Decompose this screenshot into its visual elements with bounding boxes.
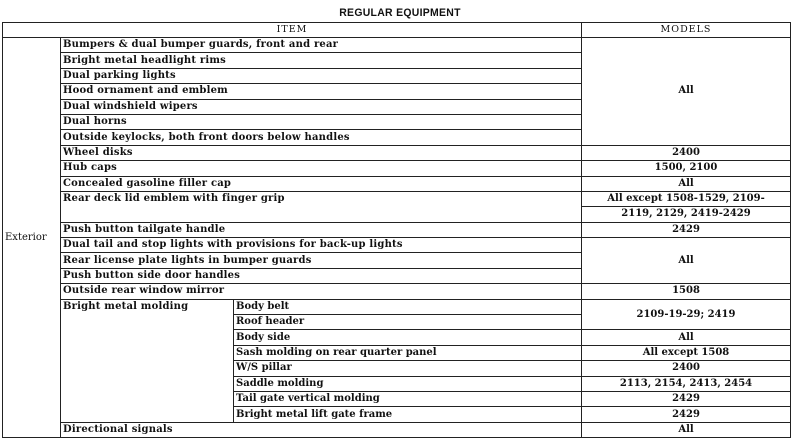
models-cell: 2400 [582,361,791,376]
category-label: Exterior [3,38,61,438]
item-cell: Wheel disks [61,145,582,160]
models-cell: 2429 [582,407,791,422]
item-header: ITEM [3,23,582,38]
models-cell: 1508 [582,284,791,299]
item-cell: Bright metal headlight rims [61,53,582,68]
equipment-table [2,22,791,438]
header-row [3,23,791,38]
page-title: REGULAR EQUIPMENT [339,7,461,19]
models-cell: All [582,38,791,146]
item-cell: Rear license plate lights in bumper guards [61,253,582,268]
models-cell-line2: 2119, 2129, 2419-2429 [582,207,791,222]
models-cell: All [582,330,791,345]
models-cell: 2113, 2154, 2413, 2454 [582,376,791,391]
table-row [3,299,791,314]
sub-item-cell: Tail gate vertical molding [234,391,582,406]
models-cell: 1500, 2100 [582,161,791,176]
item-cell: Dual parking lights [61,68,582,83]
item-cell: Concealed gasoline filler cap [61,176,582,191]
sub-item-cell: Roof header [234,315,582,330]
table-row [3,145,791,160]
table-row [3,191,791,206]
table-row [3,238,791,253]
models-cell: All except 1508 [582,345,791,360]
item-cell: Outside keylocks, both front doors below handles [61,130,582,145]
table-row [3,161,791,176]
item-cell: Rear deck lid emblem with finger grip [61,191,582,222]
item-cell: Hub caps [61,161,582,176]
models-cell: 2400 [582,145,791,160]
models-cell: All [582,238,791,284]
sub-item-cell: Saddle molding [234,376,582,391]
sub-item-cell: Bright metal lift gate frame [234,407,582,422]
models-cell: 2109-19-29; 2419 [582,299,791,330]
models-cell: All [582,422,791,437]
sub-item-cell: W/S pillar [234,361,582,376]
item-cell: Outside rear window mirror [61,284,582,299]
sub-item-cell: Sash molding on rear quarter panel [234,345,582,360]
item-cell: Push button tailgate handle [61,222,582,237]
models-cell: 2429 [582,222,791,237]
item-cell: Bright metal molding [61,299,234,422]
models-header: MODELS [582,23,791,38]
table-row [3,422,791,437]
item-cell: Hood ornament and emblem [61,84,582,99]
sub-item-cell: Body belt [234,299,582,314]
item-cell: Dual tail and stop lights with provisions for back-up lights [61,238,582,253]
item-cell: Dual windshield wipers [61,99,582,114]
models-cell: All [582,176,791,191]
models-cell: 2429 [582,391,791,406]
table-row [3,284,791,299]
table-row [3,222,791,237]
item-cell: Push button side door handles [61,268,582,283]
table-row [3,38,791,53]
models-cell-line1: All except 1508-1529, 2109- [582,191,791,206]
item-cell: Directional signals [61,422,582,437]
sub-item-cell: Body side [234,330,582,345]
item-cell: Dual horns [61,114,582,129]
table-row [3,176,791,191]
item-cell: Bumpers & dual bumper guards, front and rear [61,38,582,53]
